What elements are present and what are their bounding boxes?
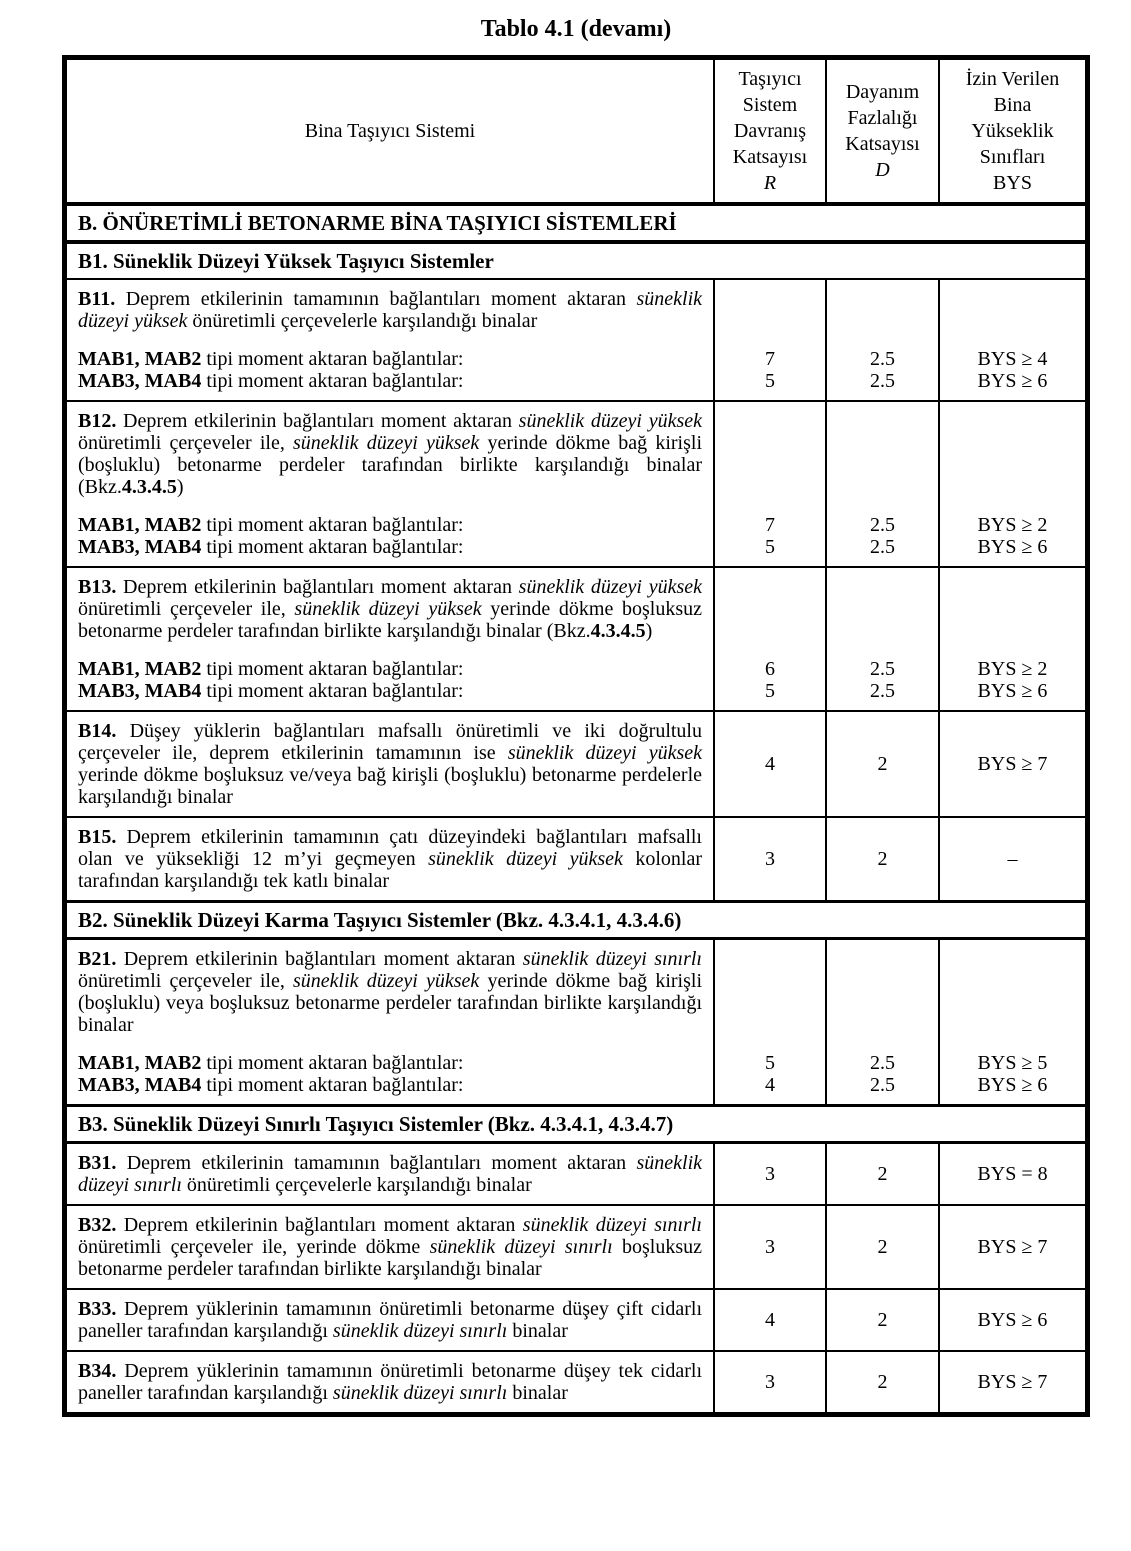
row-B2 xyxy=(67,900,1085,937)
text-run: MAB3, MAB4 xyxy=(78,536,202,558)
text-run: süneklik düzeyi sınırlı xyxy=(429,1236,613,1258)
row-B34 xyxy=(67,1350,1085,1412)
r-value: 4 xyxy=(765,1309,775,1331)
text-run: Deprem etkilerinin bağlantıları moment aktaran xyxy=(116,1214,523,1236)
r-value-cell xyxy=(713,712,825,816)
text-run: B14. xyxy=(78,720,117,742)
text-run: B2. Süneklik Düzeyi Karma Taşıyıcı Sistemler (Bkz. 4.3.4.1, 4.3.4.6) xyxy=(78,908,682,932)
bys-value: BYS ≥ 7 xyxy=(977,753,1048,775)
text-run: yerinde dökme bağ kirişli (boşluklu) betonarme perdeler tarafından birlikte karşılandığı binalar (Bkz. xyxy=(78,432,703,498)
row-B12 xyxy=(67,400,1085,566)
d-value: 2 xyxy=(877,1371,888,1393)
row-B15 xyxy=(67,816,1085,900)
text-run: ) xyxy=(645,620,653,642)
text-run: tipi moment aktaran bağlantılar: xyxy=(201,680,464,702)
row-B13 xyxy=(67,566,1085,710)
text-run: tipi moment aktaran bağlantılar: xyxy=(201,370,464,392)
bys-value: BYS ≥ 6 xyxy=(977,536,1048,558)
row-B3 xyxy=(67,1104,1085,1141)
mab-line xyxy=(78,680,702,702)
text-run: süneklik düzeyi sınırlı xyxy=(522,1214,702,1236)
header-cell-bys: İzin Verilen Bina Yükseklik Sınıfları BYS xyxy=(938,60,1085,202)
bys-value-cell xyxy=(938,280,1085,400)
r-value-cell xyxy=(713,1352,825,1412)
text-run: B33. xyxy=(78,1298,117,1320)
row-B1 xyxy=(67,240,1085,278)
item-description-cell xyxy=(67,568,713,710)
bys-value: BYS ≥ 6 xyxy=(977,1074,1048,1096)
d-value: 2 xyxy=(877,1163,888,1185)
text-run: MAB3, MAB4 xyxy=(78,680,202,702)
section-label-B xyxy=(67,206,1085,240)
item-description xyxy=(78,410,702,498)
item-description xyxy=(78,948,702,1036)
item-description-cell xyxy=(67,940,713,1104)
d-value-cell xyxy=(825,280,938,400)
item-description xyxy=(78,1298,702,1342)
header-symbol-bys: BYS xyxy=(993,172,1032,194)
d-value: 2.5 xyxy=(870,680,895,702)
mab-lines xyxy=(78,514,702,558)
text-run: B21. xyxy=(78,948,117,970)
bys-value: BYS ≥ 6 xyxy=(977,1309,1048,1331)
text-run: boşluksuz betonarme perdeler tarafından birlikte karşılandığı binalar xyxy=(78,1236,702,1280)
r-value-cell xyxy=(713,280,825,400)
d-value: 2 xyxy=(877,753,888,775)
text-run: B11. xyxy=(78,288,116,310)
bys-value: BYS = 8 xyxy=(977,1163,1048,1185)
r-value: 5 xyxy=(765,680,775,702)
text-run: Deprem etkilerinin tamamının bağlantıları moment aktaran xyxy=(116,1152,637,1174)
header-symbol-d: D xyxy=(875,159,890,181)
row-B31 xyxy=(67,1141,1085,1204)
mab-line xyxy=(78,370,702,392)
d-value-cell xyxy=(825,818,938,900)
mab-line xyxy=(78,1074,702,1096)
text-run: tipi moment aktaran bağlantılar: xyxy=(201,658,464,680)
r-value: 3 xyxy=(765,1371,775,1393)
mab-line xyxy=(78,514,702,536)
item-description-cell xyxy=(67,280,713,400)
r-value: 5 xyxy=(765,536,775,558)
row-B21 xyxy=(67,937,1085,1104)
text-run: MAB3, MAB4 xyxy=(78,370,202,392)
text-run: binalar xyxy=(507,1320,568,1342)
text-run: önüretimli çerçevelerle karşılandığı binalar xyxy=(181,1174,532,1196)
text-run: süneklik düzeyi yüksek xyxy=(518,576,702,598)
r-value: 7 xyxy=(765,514,775,536)
text-run: binalar xyxy=(507,1382,568,1404)
section-label-B1 xyxy=(67,244,1085,278)
text-run: tipi moment aktaran bağlantılar: xyxy=(201,514,464,536)
d-value: 2.5 xyxy=(870,1074,895,1096)
item-description xyxy=(78,826,702,892)
text-run: süneklik düzeyi yüksek xyxy=(507,742,702,764)
r-value: 5 xyxy=(765,370,775,392)
r-value: 3 xyxy=(765,1236,775,1258)
text-run: Deprem etkilerinin tamamının çatı düzeyindeki bağlantıları mafsallı olan ve yüksekliği 12 m’yi geçmeyen xyxy=(78,826,702,870)
bys-value-cell xyxy=(938,940,1085,1104)
table-header-row xyxy=(67,60,1085,202)
r-value: 7 xyxy=(765,348,775,370)
page-title: Tablo 4.1 (devamı) xyxy=(480,16,672,42)
text-run: önüretimli çerçeveler ile, xyxy=(78,970,294,992)
mab-line xyxy=(78,658,702,680)
item-description xyxy=(78,1152,702,1196)
section-label-B3 xyxy=(67,1107,1085,1141)
mab-line xyxy=(78,1052,702,1074)
mab-lines xyxy=(78,658,702,702)
d-value: 2.5 xyxy=(870,514,895,536)
text-run: Deprem yüklerinin tamamının önüretimli betonarme düşey tek cidarlı paneller tarafından karşılandığı xyxy=(78,1360,702,1404)
r-value-cell xyxy=(713,1290,825,1350)
bys-value: – xyxy=(1007,848,1018,870)
d-value: 2 xyxy=(877,1236,888,1258)
text-run: B1. Süneklik Düzeyi Yüksek Taşıyıcı Sistemler xyxy=(78,249,494,273)
item-description-cell xyxy=(67,1206,713,1288)
item-description-cell xyxy=(67,1352,713,1412)
bys-value: BYS ≥ 6 xyxy=(977,680,1048,702)
r-value: 3 xyxy=(765,848,775,870)
item-description-cell xyxy=(67,712,713,816)
mab-lines xyxy=(78,1052,702,1096)
item-description-cell xyxy=(67,1290,713,1350)
section-label-B2 xyxy=(67,903,1085,937)
r-value: 4 xyxy=(765,753,775,775)
bys-value-cell xyxy=(938,568,1085,710)
r-value-cell xyxy=(713,940,825,1104)
bys-value-cell xyxy=(938,1144,1085,1204)
bys-value-cell xyxy=(938,712,1085,816)
text-run: tipi moment aktaran bağlantılar: xyxy=(201,1052,464,1074)
d-value: 2.5 xyxy=(870,658,895,680)
item-description-cell xyxy=(67,818,713,900)
header-cell-r: Taşıyıcı Sistem Davranış Katsayısı R xyxy=(713,60,825,202)
text-run: B32. xyxy=(78,1214,117,1236)
text-run: Deprem etkilerinin bağlantıları moment aktaran xyxy=(116,948,523,970)
header-cell-system xyxy=(67,60,713,202)
r-value-cell xyxy=(713,818,825,900)
text-run: süneklik düzeyi sınırlı xyxy=(522,948,702,970)
d-value-cell xyxy=(825,1290,938,1350)
bys-value-cell xyxy=(938,1352,1085,1412)
text-run: 4.3.4.5 xyxy=(590,620,646,642)
text-run: B12. xyxy=(78,410,117,432)
text-run: süneklik düzeyi yüksek xyxy=(293,970,480,992)
text-run: önüretimli çerçeveler ile, xyxy=(78,598,295,620)
text-run: tipi moment aktaran bağlantılar: xyxy=(201,348,464,370)
bys-value-cell xyxy=(938,1206,1085,1288)
bys-value: BYS ≥ 2 xyxy=(977,658,1048,680)
text-run: MAB1, MAB2 xyxy=(78,658,202,680)
text-run: Deprem etkilerinin bağlantıları moment aktaran xyxy=(116,576,519,598)
text-run: yerinde dökme bağ kirişli (boşluklu) veya boşluksuz betonarme perdeler tarafından birlikte karşılandığı binalar xyxy=(78,970,703,1036)
item-description xyxy=(78,720,702,808)
text-run: ) xyxy=(176,476,184,498)
r-value-cell xyxy=(713,1206,825,1288)
text-run: yerinde dökme boşluksuz betonarme perdeler tarafından birlikte karşılandığı binalar (Bkz. xyxy=(78,598,702,642)
header-symbol-r: R xyxy=(763,172,777,194)
text-run: Deprem etkilerinin bağlantıları moment aktaran xyxy=(116,410,519,432)
item-description-cell xyxy=(67,1144,713,1204)
text-run: önüretimli çerçeveler ile, yerinde dökme xyxy=(78,1236,430,1258)
text-run: süneklik düzeyi yüksek xyxy=(518,410,702,432)
d-value-cell xyxy=(825,940,938,1104)
row-B14 xyxy=(67,710,1085,816)
text-run: B3. Süneklik Düzeyi Sınırlı Taşıyıcı Sistemler (Bkz. 4.3.4.1, 4.3.4.7) xyxy=(78,1112,674,1136)
mab-line xyxy=(78,348,702,370)
text-run: önüretimli çerçeveler ile, xyxy=(78,432,294,454)
mab-line xyxy=(78,536,702,558)
d-value-cell xyxy=(825,1352,938,1412)
r-value-cell xyxy=(713,402,825,566)
bys-value: BYS ≥ 7 xyxy=(977,1236,1048,1258)
r-value: 6 xyxy=(765,658,775,680)
d-value-cell xyxy=(825,1144,938,1204)
text-run: Deprem yüklerinin tamamının önüretimli betonarme düşey çift cidarlı paneller tarafından karşılandığı xyxy=(78,1298,702,1342)
item-description xyxy=(78,288,702,332)
r-value: 3 xyxy=(765,1163,775,1185)
r-value: 4 xyxy=(765,1074,775,1096)
r-value-cell xyxy=(713,1144,825,1204)
d-value: 2.5 xyxy=(870,370,895,392)
d-value-cell xyxy=(825,568,938,710)
bys-value-cell xyxy=(938,1290,1085,1350)
text-run: yerinde dökme boşluksuz ve/veya bağ kirişli (boşluklu) betonarme perdelerle karşılandığı binalar xyxy=(78,764,702,808)
text-run: MAB1, MAB2 xyxy=(78,348,202,370)
text-run: tipi moment aktaran bağlantılar: xyxy=(201,536,464,558)
header-system-label: Bina Taşıyıcı Sistemi xyxy=(304,120,476,142)
text-run: süneklik düzeyi sınırlı xyxy=(332,1320,508,1342)
table xyxy=(62,55,1090,1417)
header-cell-d: Dayanım Fazlalığı Katsayısı D xyxy=(825,60,938,202)
text-run: 4.3.4.5 xyxy=(121,476,177,498)
d-value-cell xyxy=(825,712,938,816)
text-run: MAB3, MAB4 xyxy=(78,1074,202,1096)
row-B33 xyxy=(67,1288,1085,1350)
text-run: önüretimli çerçevelerle karşılandığı binalar xyxy=(187,310,538,332)
item-description xyxy=(78,576,702,642)
row-B xyxy=(67,202,1085,240)
d-value: 2.5 xyxy=(870,1052,895,1074)
r-value-cell xyxy=(713,568,825,710)
bys-value: BYS ≥ 2 xyxy=(977,514,1048,536)
text-run: süneklik düzeyi yüksek xyxy=(78,288,702,332)
text-run: MAB1, MAB2 xyxy=(78,514,202,536)
d-value-cell xyxy=(825,402,938,566)
text-run: süneklik düzeyi sınırlı xyxy=(78,1152,702,1196)
text-run: süneklik düzeyi yüksek xyxy=(294,598,482,620)
item-description xyxy=(78,1360,702,1404)
text-run: Deprem etkilerinin tamamının bağlantıları moment aktaran xyxy=(115,288,637,310)
bys-value-cell xyxy=(938,818,1085,900)
text-run: süneklik düzeyi yüksek xyxy=(428,848,623,870)
row-B32 xyxy=(67,1204,1085,1288)
bys-value: BYS ≥ 4 xyxy=(977,348,1048,370)
r-value: 5 xyxy=(765,1052,775,1074)
text-run: B34. xyxy=(78,1360,117,1382)
item-description xyxy=(78,1214,702,1280)
text-run: MAB1, MAB2 xyxy=(78,1052,202,1074)
table-body xyxy=(67,202,1085,1412)
mab-lines xyxy=(78,348,702,392)
d-value: 2 xyxy=(877,848,888,870)
bys-value: BYS ≥ 6 xyxy=(977,370,1048,392)
d-value: 2.5 xyxy=(870,536,895,558)
row-B11 xyxy=(67,278,1085,400)
text-run: Düşey yüklerin bağlantıları mafsallı önüretimli ve iki doğrultulu çerçeveler ile, deprem etkilerinin tamamının ise xyxy=(78,720,702,764)
text-run: B13. xyxy=(78,576,117,598)
text-run: süneklik düzeyi yüksek xyxy=(293,432,480,454)
bys-value-cell xyxy=(938,402,1085,566)
text-run: B31. xyxy=(78,1152,117,1174)
text-run: B. ÖNÜRETİMLİ BETONARME BİNA TAŞIYICI SİSTEMLERİ xyxy=(78,211,677,235)
text-run: süneklik düzeyi sınırlı xyxy=(332,1382,508,1404)
text-run: tipi moment aktaran bağlantılar: xyxy=(201,1074,464,1096)
bys-value: BYS ≥ 5 xyxy=(977,1052,1048,1074)
text-run: kolonlar tarafından karşılandığı tek katlı binalar xyxy=(78,848,702,892)
bys-value: BYS ≥ 7 xyxy=(977,1371,1048,1393)
text-run: B15. xyxy=(78,826,117,848)
d-value-cell xyxy=(825,1206,938,1288)
d-value: 2 xyxy=(877,1309,888,1331)
d-value: 2.5 xyxy=(870,348,895,370)
item-description-cell xyxy=(67,402,713,566)
